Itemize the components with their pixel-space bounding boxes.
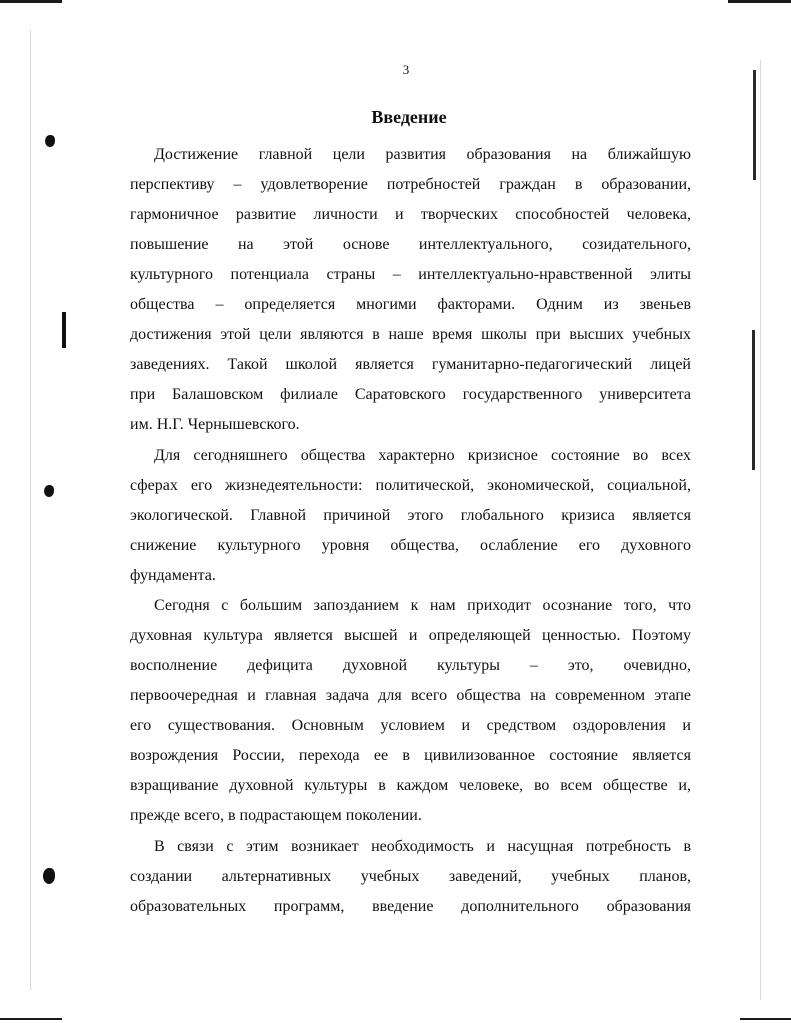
- text-line: культурного потенциала страны – интеллектуально-нравственной элиты: [130, 266, 691, 283]
- text-line: возрождения России, перехода ее в цивилизованное состояние является: [130, 747, 691, 764]
- text-line: Для сегодняшнего общества характерно кризисное состояние во всех: [154, 447, 691, 464]
- scan-edge-stroke: [752, 330, 755, 470]
- punch-hole-mark: [44, 485, 54, 497]
- text-line: фундамента.: [130, 567, 216, 584]
- text-line: взращивание духовной культуры в каждом человеке, во всем обществе и,: [130, 777, 691, 794]
- scan-edge-line: [760, 60, 761, 1000]
- text-line: достижения этой цели являются в наше время школы при высших учебных: [130, 326, 691, 343]
- text-line: первоочередная и главная задача для всего общества на современном этапе: [130, 687, 691, 704]
- scan-edge-mark: [740, 1018, 791, 1020]
- text-line: перспективу – удовлетворение потребностей граждан в образовании,: [130, 176, 691, 193]
- text-line: гармоничное развитие личности и творческих способностей человека,: [130, 206, 691, 223]
- text-line: при Балашовском филиале Саратовского государственного университета: [130, 386, 691, 403]
- text-line: прежде всего, в подрастающем поколении.: [130, 807, 422, 824]
- text-line: общества – определяется многими факторами. Одним из звеньев: [130, 296, 691, 313]
- scan-edge-mark: [728, 0, 791, 3]
- text-line: им. Н.Г. Чернышевского.: [130, 416, 300, 433]
- text-line: восполнение дефицита духовной культуры – это, очевидно,: [130, 657, 691, 674]
- text-line: В связи с этим возникает необходимость и насущная потребность в: [154, 838, 691, 855]
- paragraph: [130, 591, 691, 831]
- page-number: 3: [402, 62, 410, 77]
- scan-edge-line: [30, 30, 31, 990]
- paragraph: [130, 441, 691, 591]
- text-line: Сегодня с большим запозданием к нам приходит осознание того, что: [154, 597, 691, 614]
- text-line: заведениях. Такой школой является гуманитарно-педагогический лицей: [130, 356, 691, 373]
- scan-edge-mark: [0, 1018, 62, 1020]
- scan-edge-mark: [0, 0, 62, 3]
- text-line: экологической. Главной причиной этого глобального кризиса является: [130, 507, 691, 524]
- text-line: снижение культурного уровня общества, ослабление его духовного: [130, 537, 691, 554]
- paragraph: [130, 140, 691, 440]
- text-line: духовная культура является высшей и определяющей ценностью. Поэтому: [130, 627, 691, 644]
- paragraph: [130, 832, 691, 922]
- text-line: сферах его жизнедеятельности: политической, экономической, социальной,: [130, 477, 691, 494]
- text-line: создании альтернативных учебных заведений, учебных планов,: [130, 868, 691, 885]
- text-line: Достижение главной цели развития образования на ближайшую: [154, 146, 691, 163]
- punch-hole-mark: [45, 135, 55, 147]
- punch-hole-mark: [43, 868, 55, 884]
- text-line: образовательных программ, введение дополнительного образования: [130, 898, 691, 915]
- scan-edge-stroke: [62, 312, 66, 348]
- page-title: Введение: [371, 107, 447, 127]
- text-line: его существования. Основным условием и средством оздоровления и: [130, 717, 691, 734]
- text-line: повышение на этой основе интеллектуального, созидательного,: [130, 236, 691, 253]
